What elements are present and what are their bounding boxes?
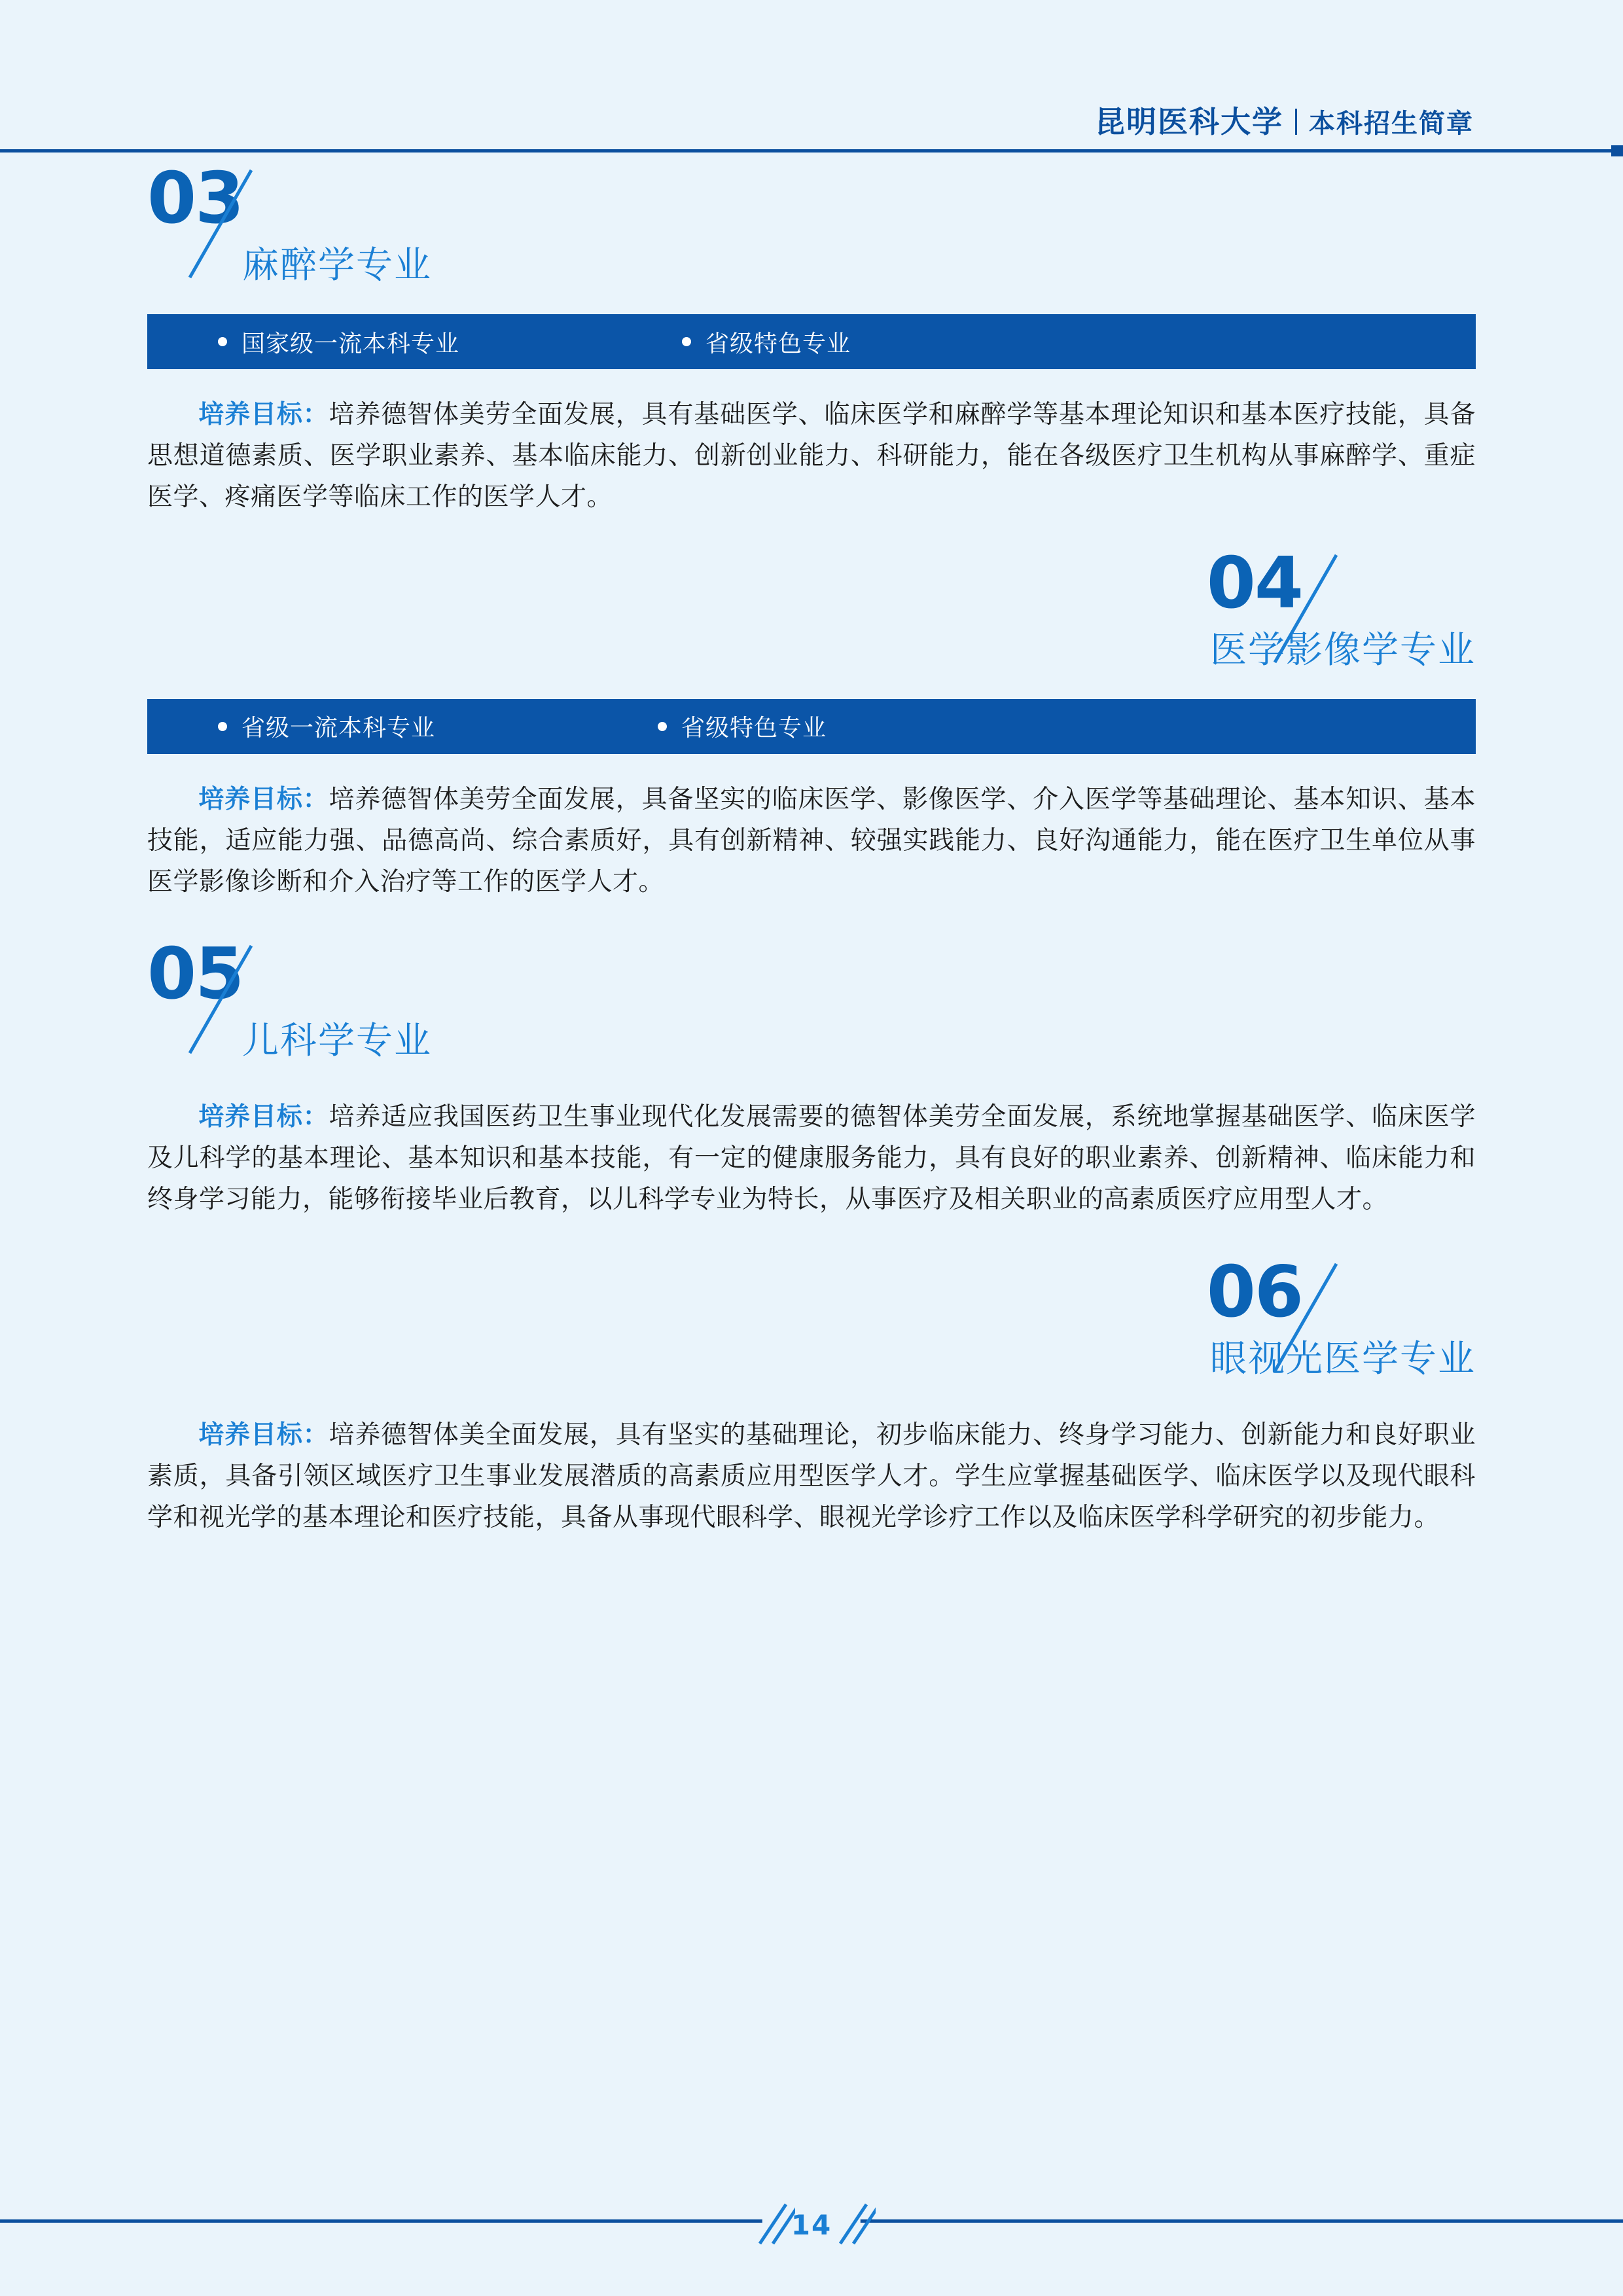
section-heading bbox=[0, 1251, 1623, 1408]
bullet-dot-icon bbox=[658, 722, 667, 731]
bullet-dot-icon bbox=[218, 337, 227, 346]
section-number: 06 bbox=[1206, 1251, 1302, 1333]
goal-text: 培养德智体美劳全面发展，具有基础医学、临床医学和麻醉学等基本理论知识和基本医疗技能，具备思想道德素质、医学职业素养、基本临床能力、创新创业能力、科研能力，能在各级医疗卫生机构从事麻醉学、重症医学、疼痛医学等临床工作的医学人才。 bbox=[147, 400, 1476, 512]
section-tag-bar bbox=[147, 314, 1476, 369]
header-brand bbox=[1095, 98, 1623, 141]
tag-label: 省级特色专业 bbox=[681, 715, 827, 742]
page-number: 14 bbox=[762, 2209, 861, 2241]
section-number: 05 bbox=[147, 933, 243, 1016]
page-content bbox=[0, 158, 1623, 2152]
section-paragraph bbox=[147, 1408, 1476, 1539]
section-optometry bbox=[0, 1251, 1623, 1539]
goal-label: 培养目标： bbox=[198, 1420, 329, 1450]
section-pediatrics bbox=[0, 933, 1623, 1221]
tag-badge bbox=[218, 325, 459, 359]
goal-label: 培养目标： bbox=[198, 1102, 329, 1132]
tag-badge bbox=[658, 709, 827, 743]
footer-slash-left-icon bbox=[756, 2200, 795, 2248]
section-title: 眼视光医学专业 bbox=[1210, 1337, 1476, 1380]
goal-label: 培养目标： bbox=[198, 784, 329, 814]
section-paragraph bbox=[147, 754, 1476, 903]
tag-badge bbox=[682, 325, 851, 359]
bullet-dot-icon bbox=[218, 722, 227, 731]
section-number: 04 bbox=[1206, 542, 1302, 624]
goal-text: 培养适应我国医药卫生事业现代化发展需要的德智体美劳全面发展，系统地掌握基础医学、临床医学及儿科学的基本理论、基本知识和基本技能，有一定的健康服务能力，具有良好的职业素养、创新精神、临床能力和终身学习能力，能够衔接毕业后教育，以儿科学专业为特长，从事医疗及相关职业的高素质医疗应用型人才。 bbox=[147, 1102, 1476, 1215]
section-title: 麻醉学专业 bbox=[242, 244, 432, 287]
header-divider-cap bbox=[1611, 145, 1623, 156]
section-medical-imaging bbox=[0, 542, 1623, 903]
tag-label: 省级一流本科专业 bbox=[241, 715, 436, 742]
section-heading bbox=[0, 542, 1623, 699]
footer-slash-right-icon bbox=[836, 2200, 876, 2248]
tag-label: 国家级一流本科专业 bbox=[241, 330, 460, 357]
goal-label: 培养目标： bbox=[198, 400, 329, 429]
section-paragraph bbox=[147, 1090, 1476, 1221]
bullet-dot-icon bbox=[682, 337, 691, 346]
university-name: 昆明医科大学 bbox=[1095, 104, 1283, 139]
section-paragraph bbox=[147, 369, 1476, 518]
header-subtitle: 本科招生简章 bbox=[1309, 108, 1474, 139]
header-separator-icon bbox=[1295, 109, 1297, 135]
goal-text: 培养德智体美劳全面发展，具备坚实的临床医学、影像医学、介入医学等基础理论、基本知识、基本技能，适应能力强、品德高尚、综合素质好，具有创新精神、较强实践能力、良好沟通能力，能在医疗卫生单位从事医学影像诊断和介入治疗等工作的医学人才。 bbox=[147, 784, 1476, 897]
tag-label: 省级特色专业 bbox=[705, 330, 851, 357]
page-footer bbox=[0, 2152, 1623, 2296]
header-divider bbox=[0, 149, 1623, 152]
section-number: 03 bbox=[147, 158, 243, 240]
section-heading bbox=[0, 933, 1623, 1090]
goal-text: 培养德智体美全面发展，具有坚实的基础理论，初步临床能力、终身学习能力、创新能力和良好职业素质，具备引领区域医疗卫生事业发展潜质的高素质应用型医学人才。学生应掌握基础医学、临床医学以及现代眼科学和视光学的基本理论和医疗技能，具备从事现代眼科学、眼视光学诊疗工作以及临床医学科学研究的初步能力。 bbox=[147, 1420, 1476, 1532]
section-tag-bar bbox=[147, 699, 1476, 754]
section-anesthesiology bbox=[0, 158, 1623, 518]
tag-badge bbox=[218, 709, 435, 743]
section-title: 医学影像学专业 bbox=[1210, 628, 1476, 672]
page-header bbox=[0, 0, 1623, 164]
section-title: 儿科学专业 bbox=[242, 1020, 432, 1063]
section-heading bbox=[0, 158, 1623, 314]
